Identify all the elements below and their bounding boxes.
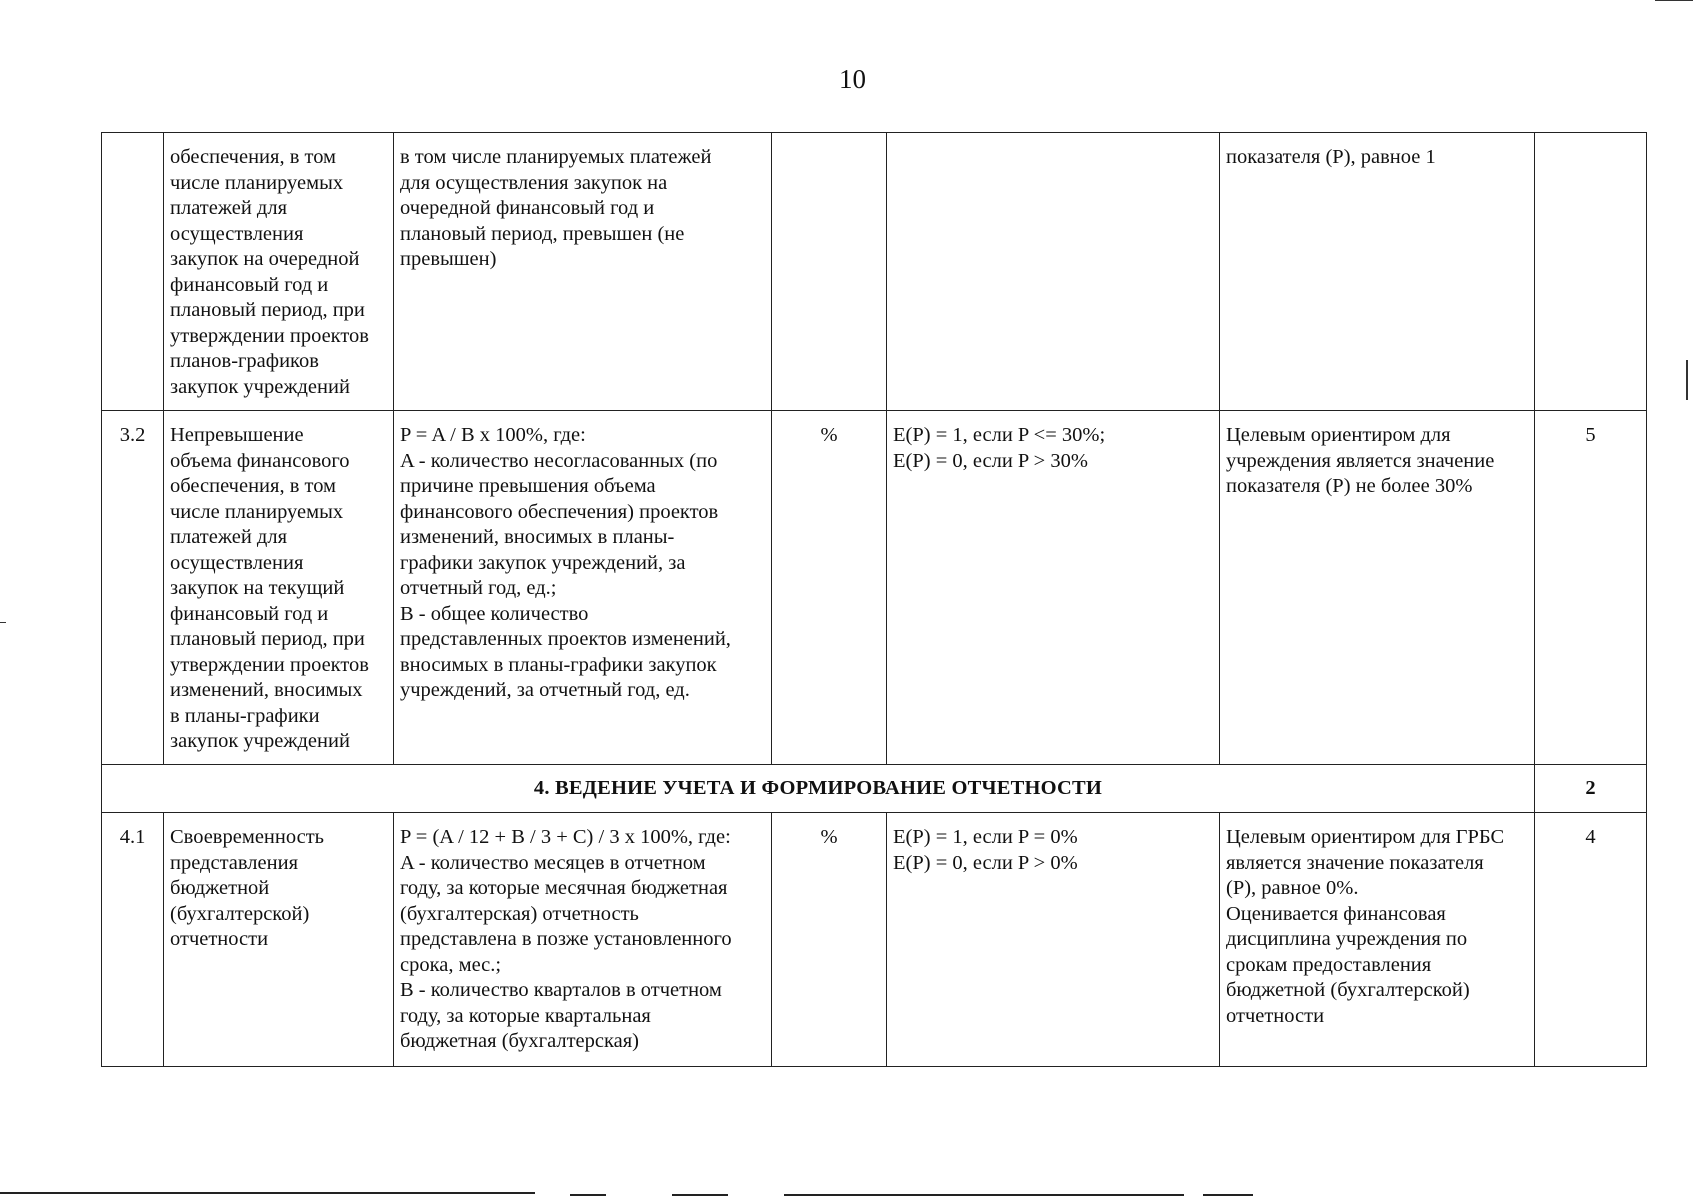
indicator-score: 4 (1535, 813, 1647, 1067)
indicator-name: Непревышение объема финансового обеспечения, в том числе планируемых платежей для осуществления закупок на текущий финансовый год и плановый период, при утверждении проектов изменений, вносимых в планы-графики закупок учреждений (164, 411, 394, 765)
indicator-evaluation (887, 133, 1220, 411)
indicator-formula: P = (A / 12 + B / 3 + C) / 3 x 100%, где: A - количество месяцев в отчетном году, за которые месячная бюджетная (бухгалтерская) отчетность представлена в позже установленного срока, мес.; B - количество кварталов в отчетном году, за которые квартальная бюджетная (бухгалтерская) (394, 813, 772, 1067)
scan-bottom-rule (784, 1194, 1184, 1196)
row-number: 4.1 (102, 813, 164, 1067)
indicator-target: показателя (P), равное 1 (1220, 133, 1535, 411)
row-number (102, 133, 164, 411)
indicator-unit: % (772, 411, 887, 765)
scan-edge-mark (1686, 360, 1688, 400)
indicator-evaluation: E(P) = 1, если P <= 30%; E(P) = 0, если P > 30% (887, 411, 1220, 765)
indicator-target: Целевым ориентиром для ГРБС является значение показателя (P), равное 0%. Оценивается финансовая дисциплина учреждения по срокам предоставления бюджетной (бухгалтерской) отчетности (1220, 813, 1535, 1067)
scan-bottom-rule (570, 1194, 606, 1196)
table-row (102, 411, 1647, 765)
section-header-row (102, 765, 1647, 813)
table-row (102, 133, 1647, 411)
indicator-name: обеспечения, в том числе планируемых платежей для осуществления закупок на очередной финансовый год и плановый период, при утверждении проектов планов-графиков закупок учреждений (164, 133, 394, 411)
scan-bottom-rule (0, 1192, 535, 1194)
indicator-target: Целевым ориентиром для учреждения является значение показателя (P) не более 30% (1220, 411, 1535, 765)
table-row (102, 813, 1647, 1067)
page-number: 10 (839, 64, 866, 94)
indicator-unit: % (772, 813, 887, 1067)
indicator-score (1535, 133, 1647, 411)
scan-edge-mark (0, 622, 6, 623)
indicator-formula: в том числе планируемых платежей для осуществления закупок на очередной финансовый год и плановый период, превышен (не превышен) (394, 133, 772, 411)
indicator-formula: P = A / B x 100%, где: A - количество несогласованных (по причине превышения объема финансового обеспечения) проектов изменений, вносимых в планы- графики закупок учреждений, за отчетный год, ед.; B - общее количество представленных проектов изменений, вносимых в планы-графики закупок учреждений, за отчетный год, ед. (394, 411, 772, 765)
scan-bottom-rule (672, 1194, 728, 1196)
section-title: 4. ВЕДЕНИЕ УЧЕТА И ФОРМИРОВАНИЕ ОТЧЕТНОСТИ (102, 765, 1535, 813)
scan-edge-mark (1655, 0, 1693, 1)
indicators-table (101, 132, 1647, 1067)
scan-bottom-rule (1203, 1194, 1253, 1196)
indicator-evaluation: E(P) = 1, если P = 0% E(P) = 0, если P > 0% (887, 813, 1220, 1067)
indicator-score: 5 (1535, 411, 1647, 765)
row-number: 3.2 (102, 411, 164, 765)
section-score: 2 (1535, 765, 1647, 813)
indicator-unit (772, 133, 887, 411)
indicator-name: Своевременность представления бюджетной (бухгалтерской) отчетности (164, 813, 394, 1067)
